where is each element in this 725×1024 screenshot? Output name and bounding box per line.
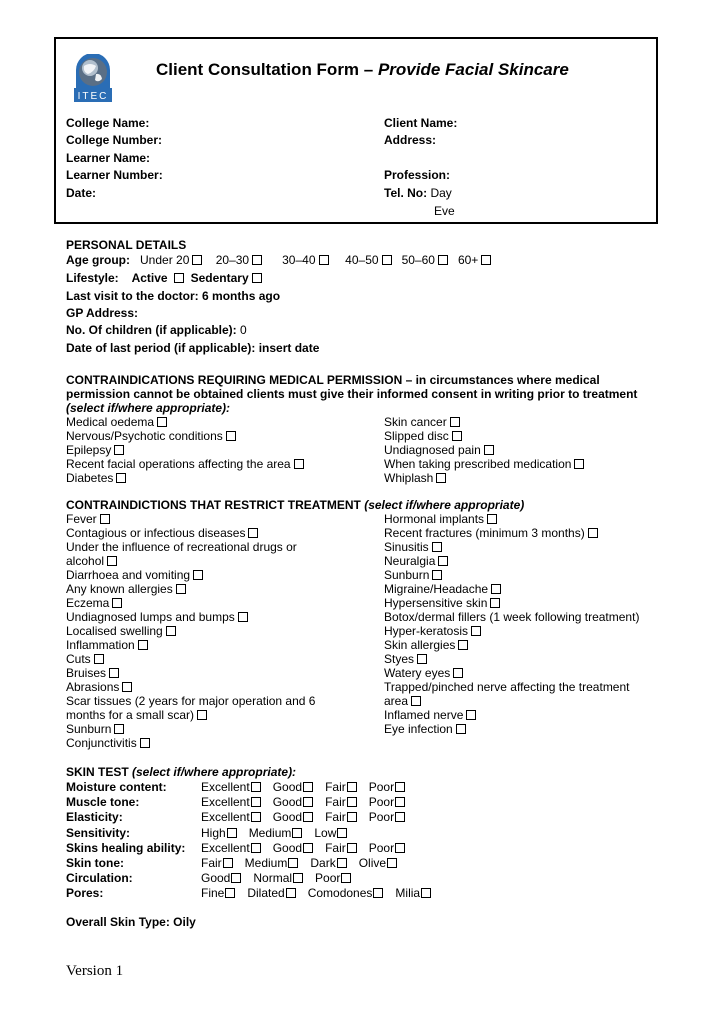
learner-name-label: Learner Name: xyxy=(66,151,151,165)
list-item-label: alcohol xyxy=(66,554,105,568)
circulation-good-checkbox[interactable] xyxy=(231,873,241,883)
skin-test-option xyxy=(249,826,303,840)
slipped-disc-checkbox[interactable] xyxy=(452,431,462,441)
college-name-label: College Name: xyxy=(66,116,150,130)
hypersensitive-skin-checkbox[interactable] xyxy=(490,598,500,608)
list-item-label: Localised swelling xyxy=(66,624,163,638)
pores-fine-checkbox[interactable] xyxy=(225,888,235,898)
skin-test-row xyxy=(66,795,417,809)
list-item: Slipped disc xyxy=(384,429,462,443)
hyper-keratosis-checkbox[interactable] xyxy=(471,626,481,636)
list-item xyxy=(66,512,110,526)
nervous-psychotic-checkbox[interactable] xyxy=(226,431,236,441)
option-label: Poor xyxy=(368,780,395,794)
list-item xyxy=(384,554,448,568)
tel-eve: Eve xyxy=(434,204,455,218)
skin-test-option xyxy=(369,841,405,855)
skin-test-option xyxy=(273,780,313,794)
option-label: Comodones xyxy=(307,886,373,901)
list-item xyxy=(384,708,476,722)
age-30-40-checkbox[interactable] xyxy=(319,255,329,265)
list-item-label: Neuralgia xyxy=(384,554,436,568)
sensitivity-medium-checkbox[interactable] xyxy=(292,828,302,838)
medical-oedema-checkbox[interactable] xyxy=(157,417,167,427)
profession-label: Profession: xyxy=(384,168,451,182)
list-item xyxy=(384,652,427,666)
list-item xyxy=(384,624,481,638)
skin-test-row-label: Moisture content: xyxy=(66,780,167,794)
option-label: Low xyxy=(314,825,337,840)
skin-test-row xyxy=(66,841,417,855)
skin-test-option xyxy=(245,856,299,870)
list-item xyxy=(66,652,104,666)
skin-test-option xyxy=(395,886,431,900)
list-item: Diabetes xyxy=(66,471,126,485)
age-40-50-checkbox[interactable] xyxy=(382,255,392,265)
moisture-content-poor-checkbox[interactable] xyxy=(395,782,405,792)
option-label: Good xyxy=(272,795,303,810)
list-item xyxy=(66,694,315,708)
recent-fractures-minimum-3-months-checkbox[interactable] xyxy=(588,528,598,538)
list-item xyxy=(384,512,497,526)
list-item-label: Inflamed nerve xyxy=(384,708,464,722)
list-item: Nervous/Psychotic conditions xyxy=(66,429,236,443)
styes-checkbox[interactable] xyxy=(417,654,427,664)
option-label: Good xyxy=(201,871,231,886)
eczema-checkbox[interactable] xyxy=(112,598,122,608)
conjunctivitis-checkbox[interactable] xyxy=(140,738,150,748)
list-item-label: Bruises xyxy=(66,666,107,680)
option-label: Good xyxy=(272,780,303,794)
overall-skin-type: Overall Skin Type: Oily xyxy=(66,915,196,929)
watery-eyes-checkbox[interactable] xyxy=(453,668,463,678)
list-item xyxy=(384,638,468,652)
skin-test-row-label: Skins healing ability: xyxy=(66,840,186,855)
restrict-treatment-heading: CONTRAINDICTIONS THAT RESTRICT TREATMENT (select if/where appropriate) xyxy=(66,498,525,512)
skin-test-option xyxy=(201,886,235,900)
list-item: When taking prescribed medication xyxy=(384,457,584,471)
epilepsy-checkbox[interactable] xyxy=(114,445,124,455)
list-item xyxy=(66,722,124,736)
list-item: Skin cancer xyxy=(384,415,460,429)
version-label: Version 1 xyxy=(66,963,124,979)
option-label: Fair xyxy=(325,810,346,825)
muscle-tone-fair-checkbox[interactable] xyxy=(347,797,357,807)
recent-facial-operations-checkbox[interactable] xyxy=(294,459,304,469)
muscle-tone-poor-checkbox[interactable] xyxy=(395,797,405,807)
list-item xyxy=(384,610,639,624)
option-label: Good xyxy=(272,840,303,855)
client-name-label: Client Name: xyxy=(384,116,458,130)
list-item xyxy=(66,708,207,722)
diarrhoea-and-vomiting-checkbox[interactable] xyxy=(193,570,203,580)
skin-test-option xyxy=(201,826,237,840)
medical-permission-heading: CONTRAINDICATIONS REQUIRING MEDICAL PERMISSION – in circumstances where medical xyxy=(66,373,600,387)
list-item-label: Sunburn xyxy=(384,568,430,582)
option-label: Poor xyxy=(368,810,395,825)
option-label: Fair xyxy=(325,840,346,855)
skin-test-option xyxy=(253,871,303,885)
skin-test-row xyxy=(66,810,417,824)
inflamed-nerve-checkbox[interactable] xyxy=(466,710,476,720)
medical-permission-note: (select if/where appropriate): xyxy=(66,401,231,415)
sinusitis-checkbox[interactable] xyxy=(432,542,442,552)
list-item xyxy=(384,540,442,554)
skin-tone-dark-checkbox[interactable] xyxy=(337,858,347,868)
list-item-label: Inflammation xyxy=(66,638,135,652)
age-under-20-checkbox[interactable] xyxy=(192,255,202,265)
list-item-label: Hypersensitive skin xyxy=(384,596,488,610)
skin-test-option xyxy=(369,780,405,794)
skin-cancer-checkbox[interactable] xyxy=(450,417,460,427)
list-item xyxy=(66,624,176,638)
option-label: Medium xyxy=(244,856,288,870)
option-label: Excellent xyxy=(201,810,250,825)
list-item: Undiagnosed pain xyxy=(384,443,494,457)
option-label: Poor xyxy=(315,871,341,886)
eye-infection-checkbox[interactable] xyxy=(456,724,466,734)
prescribed-medication-checkbox[interactable] xyxy=(574,459,584,469)
list-item: Whiplash xyxy=(384,471,446,485)
elasticity-good-checkbox[interactable] xyxy=(303,812,313,822)
pores-milia-checkbox[interactable] xyxy=(421,888,431,898)
skins-healing-ability-poor-checkbox[interactable] xyxy=(395,843,405,853)
sunburn-checkbox[interactable] xyxy=(114,724,124,734)
last-period-row: Date of last period (if applicable): insert date xyxy=(66,341,320,355)
moisture-content-fair-checkbox[interactable] xyxy=(347,782,357,792)
skin-test-option xyxy=(201,795,261,809)
months-for-a-small-scar-checkbox[interactable] xyxy=(197,710,207,720)
list-item xyxy=(384,568,442,582)
skin-test-option xyxy=(369,795,405,809)
undiagnosed-pain-checkbox[interactable] xyxy=(484,445,494,455)
moisture-content-excellent-checkbox[interactable] xyxy=(251,782,261,792)
skin-test-option xyxy=(310,856,346,870)
list-item xyxy=(66,540,297,554)
list-item xyxy=(66,736,150,750)
undiagnosed-lumps-and-bumps-checkbox[interactable] xyxy=(238,612,248,622)
list-item xyxy=(66,582,186,596)
list-item xyxy=(384,582,501,596)
option-label: Normal xyxy=(253,871,293,886)
skin-test-row-label: Skin tone: xyxy=(66,856,125,870)
list-item xyxy=(66,554,117,568)
skin-test-row-label: Sensitivity: xyxy=(66,825,131,840)
cuts-checkbox[interactable] xyxy=(94,654,104,664)
skin-test-option xyxy=(273,810,313,824)
skins-healing-ability-fair-checkbox[interactable] xyxy=(347,843,357,853)
skin-test-option xyxy=(308,886,384,900)
option-label: Olive xyxy=(358,856,387,870)
sensitivity-low-checkbox[interactable] xyxy=(337,828,347,838)
list-item-label: Styes xyxy=(384,652,415,666)
college-number-label: College Number: xyxy=(66,133,163,147)
skin-test-row-label: Elasticity: xyxy=(66,810,123,825)
list-item xyxy=(66,666,119,680)
skin-test-row-label: Circulation: xyxy=(66,871,133,886)
skin-test-option xyxy=(325,780,357,794)
svg-text:ITEC: ITEC xyxy=(77,91,109,102)
fever-checkbox[interactable] xyxy=(100,514,110,524)
pores-dilated-checkbox[interactable] xyxy=(286,888,296,898)
skin-tone-medium-checkbox[interactable] xyxy=(288,858,298,868)
list-item xyxy=(66,526,258,540)
personal-details-heading: PERSONAL DETAILS xyxy=(66,238,187,252)
list-item-label: Abrasions xyxy=(66,680,120,694)
list-item xyxy=(384,596,500,610)
sunburn-checkbox[interactable] xyxy=(432,570,442,580)
skin-test-row xyxy=(66,826,359,840)
list-item-label: Eye infection xyxy=(384,722,453,736)
option-label: Medium xyxy=(248,825,292,840)
list-item-label: Recent fractures (minimum 3 months) xyxy=(384,526,585,540)
elasticity-fair-checkbox[interactable] xyxy=(347,812,357,822)
option-label: Milia xyxy=(395,886,421,901)
skin-test-option xyxy=(325,810,357,824)
lifestyle-active-checkbox[interactable] xyxy=(174,273,184,283)
skin-test-heading: SKIN TEST (select if/where appropriate): xyxy=(66,765,297,779)
whiplash-checkbox[interactable] xyxy=(436,473,446,483)
skin-test-option xyxy=(273,795,313,809)
address-label: Address: xyxy=(384,133,437,147)
skin-test-row xyxy=(66,871,363,885)
contagious-or-infectious-diseases-checkbox[interactable] xyxy=(248,528,258,538)
list-item xyxy=(66,596,122,610)
diabetes-checkbox[interactable] xyxy=(116,473,126,483)
list-item xyxy=(384,722,466,736)
circulation-poor-checkbox[interactable] xyxy=(341,873,351,883)
list-item-label: Hormonal implants xyxy=(384,512,485,526)
skin-test-option xyxy=(247,886,295,900)
alcohol-checkbox[interactable] xyxy=(107,556,117,566)
pores-comodones-checkbox[interactable] xyxy=(373,888,383,898)
skin-tone-fair-checkbox[interactable] xyxy=(223,858,233,868)
list-item xyxy=(66,638,148,652)
option-label: Excellent xyxy=(201,840,250,855)
list-item: Recent facial operations affecting the area xyxy=(66,457,304,471)
list-item-label: Fever xyxy=(66,512,97,526)
localised-swelling-checkbox[interactable] xyxy=(166,626,176,636)
list-item-label: Watery eyes xyxy=(384,666,451,680)
list-item-label: Scar tissues (2 years for major operation and 6 xyxy=(66,694,316,708)
list-item-label: Contagious or infectious diseases xyxy=(66,526,246,540)
muscle-tone-excellent-checkbox[interactable] xyxy=(251,797,261,807)
option-label: Dark xyxy=(310,856,336,870)
age-60-plus-checkbox[interactable] xyxy=(481,255,491,265)
option-label: High xyxy=(201,825,226,840)
tel-row: Tel. No: Day xyxy=(384,186,452,200)
skin-test-option xyxy=(359,856,397,870)
skin-allergies-checkbox[interactable] xyxy=(458,640,468,650)
skin-tone-olive-checkbox[interactable] xyxy=(387,858,397,868)
skin-test-row xyxy=(66,780,417,794)
elasticity-poor-checkbox[interactable] xyxy=(395,812,405,822)
list-item-label: Any known allergies xyxy=(66,582,173,596)
moisture-content-good-checkbox[interactable] xyxy=(303,782,313,792)
itec-logo-icon xyxy=(74,54,112,102)
list-item-label: Cuts xyxy=(66,652,91,666)
option-label: Excellent xyxy=(201,780,250,794)
learner-number-label: Learner Number: xyxy=(66,168,163,182)
muscle-tone-good-checkbox[interactable] xyxy=(303,797,313,807)
date-label: Date: xyxy=(66,186,97,200)
circulation-normal-checkbox[interactable] xyxy=(293,873,303,883)
lifestyle-sedentary-checkbox[interactable] xyxy=(252,273,262,283)
skin-test-row-label: Muscle tone: xyxy=(66,795,140,810)
sensitivity-high-checkbox[interactable] xyxy=(227,828,237,838)
list-item-label: Under the influence of recreational drugs or xyxy=(66,540,297,554)
option-label: Fair xyxy=(201,856,222,870)
neuralgia-checkbox[interactable] xyxy=(438,556,448,566)
skin-test-row-label: Pores: xyxy=(66,886,104,901)
list-item-label: Hyper-keratosis xyxy=(384,624,469,638)
skin-test-option xyxy=(325,841,357,855)
migraine-headache-checkbox[interactable] xyxy=(491,584,501,594)
list-item-label: Undiagnosed lumps and bumps xyxy=(66,610,235,624)
list-item xyxy=(66,680,132,694)
skin-test-option xyxy=(325,795,357,809)
list-item-label: Skin allergies xyxy=(384,638,456,652)
skin-test-option xyxy=(201,841,261,855)
option-label: Fair xyxy=(325,795,346,810)
skin-test-option xyxy=(201,810,261,824)
skin-test-option xyxy=(314,826,347,840)
bruises-checkbox[interactable] xyxy=(109,668,119,678)
skins-healing-ability-good-checkbox[interactable] xyxy=(303,843,313,853)
form-title: Client Consultation Form – Provide Facial Skincare xyxy=(156,60,569,79)
option-label: Dilated xyxy=(247,886,285,901)
list-item xyxy=(384,694,421,708)
age-group-row: Age group: Under 20 20–30 30–40 40–50 50–60 60+ xyxy=(66,253,491,267)
list-item xyxy=(66,568,203,582)
skin-test-option xyxy=(201,856,233,870)
skins-healing-ability-excellent-checkbox[interactable] xyxy=(251,843,261,853)
skin-test-row xyxy=(66,886,443,900)
abrasions-checkbox[interactable] xyxy=(122,682,132,692)
option-label: Fair xyxy=(325,780,346,794)
option-label: Fine xyxy=(201,886,225,901)
list-item-label: months for a small scar) xyxy=(66,708,195,722)
skin-test-row xyxy=(66,856,409,870)
list-item-label: Conjunctivitis xyxy=(66,736,137,750)
option-label: Excellent xyxy=(201,795,250,810)
medical-permission-heading-line2: permission cannot be obtained clients must give their informed consent in writing prior to treatment xyxy=(66,387,638,401)
inflammation-checkbox[interactable] xyxy=(138,640,148,650)
list-item-label: Sunburn xyxy=(66,722,112,736)
list-item-label: area xyxy=(384,694,409,708)
gp-address-label: GP Address: xyxy=(66,306,139,320)
skin-test-option xyxy=(369,810,405,824)
list-item-label: Eczema xyxy=(66,596,110,610)
children-row: No. Of children (if applicable): 0 xyxy=(66,323,247,337)
list-item-label: Sinusitis xyxy=(384,540,429,554)
lifestyle-row: Lifestyle: Active Sedentary xyxy=(66,271,262,285)
area-checkbox[interactable] xyxy=(411,696,421,706)
any-known-allergies-checkbox[interactable] xyxy=(176,584,186,594)
list-item-label: Migraine/Headache xyxy=(384,582,489,596)
option-label: Good xyxy=(272,810,303,825)
last-visit-row: Last visit to the doctor: 6 months ago xyxy=(66,289,281,303)
skin-test-option xyxy=(201,871,241,885)
list-item xyxy=(384,526,598,540)
skin-test-option xyxy=(315,871,351,885)
list-item xyxy=(384,666,463,680)
age-50-60-checkbox[interactable] xyxy=(438,255,448,265)
option-label: Poor xyxy=(368,840,395,855)
hormonal-implants-checkbox[interactable] xyxy=(487,514,497,524)
list-item-label: Trapped/pinched nerve affecting the treatment xyxy=(384,680,630,694)
age-20-30-checkbox[interactable] xyxy=(252,255,262,265)
list-item: Epilepsy xyxy=(66,443,124,457)
elasticity-excellent-checkbox[interactable] xyxy=(251,812,261,822)
list-item-label: Diarrhoea and vomiting xyxy=(66,568,191,582)
skin-test-option xyxy=(201,780,261,794)
list-item: Medical oedema xyxy=(66,415,167,429)
skin-test-option xyxy=(273,841,313,855)
option-label: Poor xyxy=(368,795,395,810)
list-item xyxy=(66,610,248,624)
list-item xyxy=(384,680,630,694)
list-item-label: Botox/dermal fillers (1 week following treatment) xyxy=(384,610,640,624)
